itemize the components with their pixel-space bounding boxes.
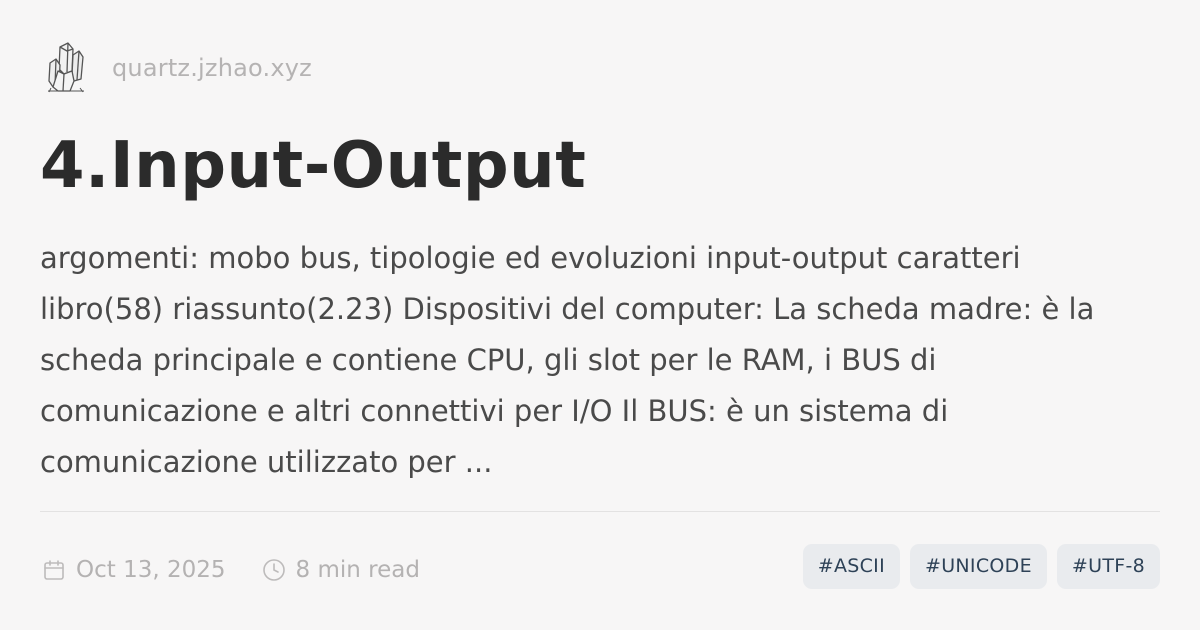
site-header [46,40,312,96]
tag-ascii[interactable]: #ASCII [803,544,900,589]
meta-row [42,548,420,592]
divider [40,511,1160,512]
post-date: Oct 13, 2025 [76,557,226,583]
calendar-icon [42,558,66,582]
site-url[interactable]: quartz.jzhao.xyz [112,54,312,82]
quartz-crystal-icon [46,41,86,95]
reading-time-meta [262,557,420,583]
tag-unicode[interactable]: #UNICODE [910,544,1047,589]
tag-utf-8[interactable]: #UTF-8 [1057,544,1160,589]
reading-time: 8 min read [295,557,420,583]
tag-list [793,544,1160,589]
clock-icon [262,558,286,582]
date-meta [42,557,226,583]
page-title: 4.Input-Output [40,129,587,203]
page-description: argomenti: mobo bus, tipologie ed evoluzioni input-output caratteri libro(58) riassunto(2.23) Dispositivi del computer: La scheda madre: è la scheda principale e contiene CPU, gli slot per le RAM, i BUS di comunicazione e altri connettivi per I/O Il BUS: è un sistema di comunicazione utilizzato per ... [40,241,1095,479]
